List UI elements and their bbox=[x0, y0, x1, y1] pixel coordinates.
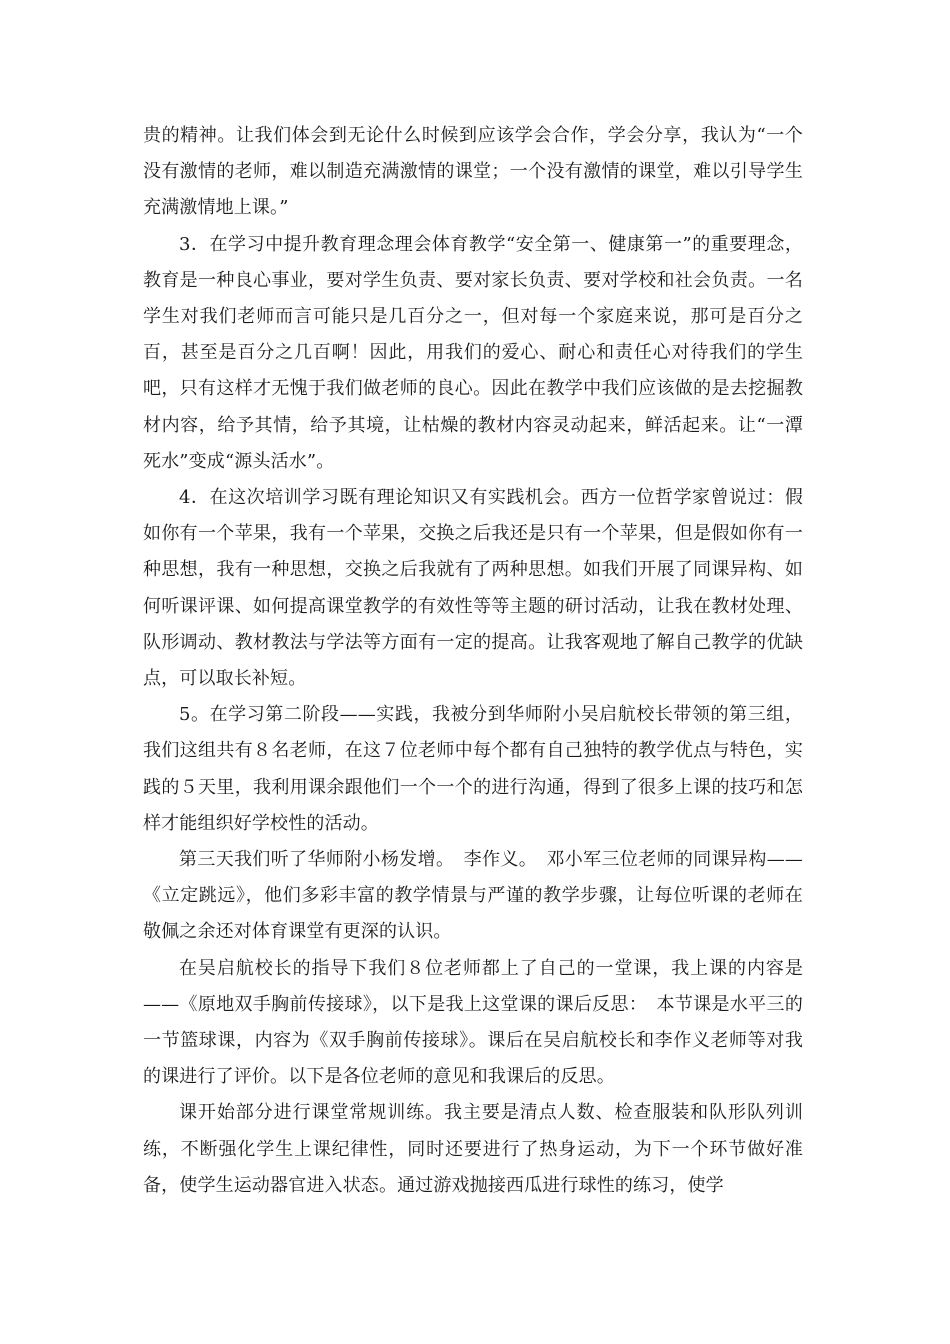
paragraph-6: 在吴启航校长的指导下我们８位老师都上了自己的一堂课，我上课的内容是——《原地双手胸前传接球》，以下是我上这堂课的课后反思： 本节课是水平三的一节篮球课，内容为《双手胸前传接球》。课后在吴启航校长和李作义老师等对我的课进行了评价。以下是各位老师的意见和我课后的反思。 bbox=[143, 957, 803, 1088]
document-body bbox=[143, 118, 803, 1204]
paragraph-3: 4．在这次培训学习既有理论知识又有实践机会。西方一位哲学家曾说过：假如你有一个苹果，我有一个苹果，交换之后我还是只有一个苹果，但是假如你有一种思想，我有一种思想，交换之后我就有了两种思想。如我们开展了同课异构、如何听课评课、如何提高课堂教学的有效性等等主题的研讨活动，让我在教材处理、队形调动、教材教法与学法等方面有一定的提高。让我客观地了解自己教学的优缺点，可以取长补短。 bbox=[143, 487, 803, 690]
paragraph-7: 课开始部分进行课堂常规训练。我主要是清点人数、检查服装和队形队列训练，不断强化学生上课纪律性，同时还要进行了热身运动，为下一个环节做好准备，使学生运动器官进入状态。通过游戏抛接西瓜进行球性的练习，使学 bbox=[143, 1102, 803, 1196]
paragraph-5: 第三天我们听了华师附小杨发增。 李作义。 邓小军三位老师的同课异构——《立定跳远》，他们多彩丰富的教学情景与严谨的教学步骤，让每位听课的老师在敬佩之余还对体育课堂有更深的认识。 bbox=[143, 849, 803, 943]
paragraph-1: 贵的精神。让我们体会到无论什么时候到应该学会合作，学会分享，我认为“一个没有激情的老师，难以制造充满激情的课堂；一个没有激情的课堂，难以引导学生充满激情地上课。” bbox=[143, 125, 803, 219]
paragraph-4: 5。在学习第二阶段——实践，我被分到华师附小吴启航校长带领的第三组，我们这组共有８名老师，在这７位老师中每个都有自己独特的教学优点与特色，实践的５天里，我利用课余跟他们一个一个的进行沟通，得到了很多上课的技巧和怎样才能组织好学校性的活动。 bbox=[143, 704, 803, 834]
paragraph-2: 3．在学习中提升教育理念理会体育教学“安全第一、健康第一”的重要理念，教育是一种良心事业，要对学生负责、要对家长负责、要对学校和社会负责。一名学生对我们老师而言可能只是几百分之一，但对每一个家庭来说，那可是百分之百，甚至是百分之几百啊！因此，用我们的爱心、耐心和责任心对待我们的学生吧，只有这样才无愧于我们做老师的良心。因此在教学中我们应该做的是去挖掘教材内容，给予其情，给予其境，让枯燥的教材内容灵动起来，鲜活起来。让“一潭死水”变成“源头活水”。 bbox=[143, 233, 803, 472]
